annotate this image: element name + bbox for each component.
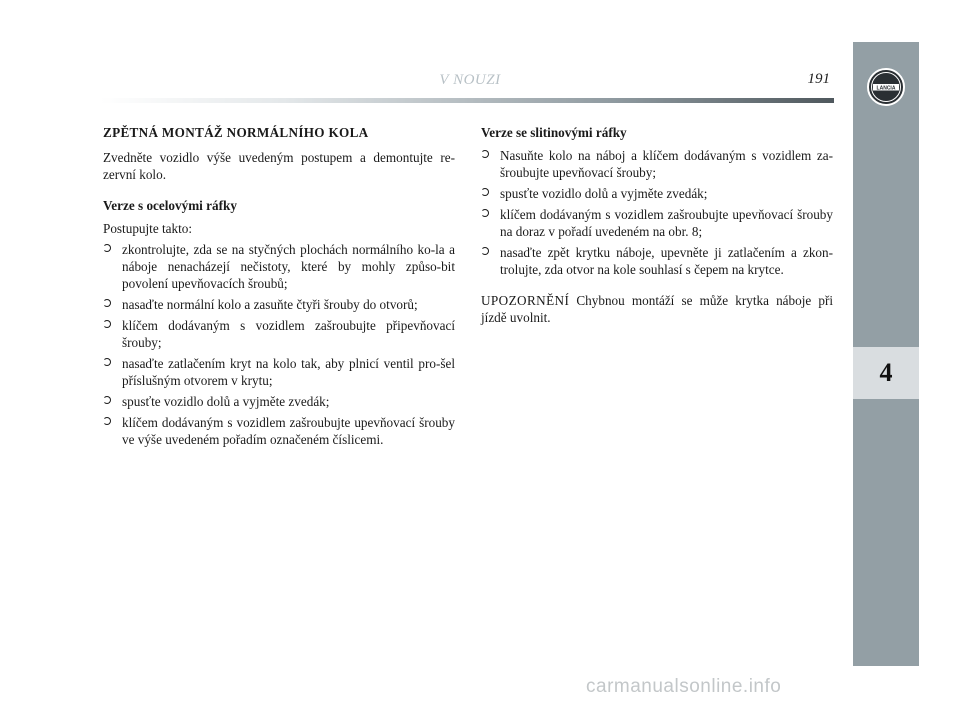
list-item (103, 317, 455, 351)
steel-rims-subheading: Verze s ocelovými ráfky (103, 198, 237, 213)
procedure-lead: Postupujte takto: (103, 221, 193, 236)
watermark: carmanualsonline.info (586, 676, 782, 697)
bullet-icon (103, 417, 111, 425)
bullet-icon (103, 244, 111, 252)
list-item-text: zkontrolujte, zda se na styčných plochách normálního ko-la a náboje nenacházejí nečistoty, které by mohly způso-bit povolení upevňovacích šroubů; (122, 242, 455, 291)
alloy-rims-steps (481, 147, 833, 278)
list-item (103, 296, 455, 313)
list-item (481, 147, 833, 181)
lancia-logo-icon (866, 67, 906, 107)
list-item (103, 393, 455, 410)
warning-text: Chybnou montáží se může krytka náboje při jízdě uvolnit. (481, 293, 833, 325)
left-column (103, 124, 455, 452)
right-column (481, 124, 833, 326)
list-item-text: klíčem dodávaným s vozidlem zašroubujte upevňovací šrouby na doraz v pořadí uvedeném na obr. 8; (500, 207, 833, 239)
list-item-text: nasaďte normální kolo a zasuňte čtyři šrouby do otvorů; (122, 297, 418, 312)
chapter-number: 4 (879, 358, 893, 387)
logo-text: LANCIA (876, 85, 896, 92)
page-header-title: V NOUZI (439, 72, 501, 88)
list-item (481, 185, 833, 202)
list-item (103, 355, 455, 389)
chapter-number-tab[interactable] (853, 347, 919, 399)
list-item-text: spusťte vozidlo dolů a vyjměte zvedák; (122, 394, 330, 409)
list-item-text: spusťte vozidlo dolů a vyjměte zvedák; (500, 186, 708, 201)
steel-rims-steps (103, 241, 455, 448)
list-item-text: nasaďte zpět krytku náboje, upevněte ji zatlačením a zkon-trolujte, zda otvor na kole souhlasí s čepem na krytce. (500, 245, 833, 277)
bullet-icon (103, 320, 111, 328)
intro-paragraph: Zvedněte vozidlo výše uvedeným postupem a demontujte re-zervní kolo. (103, 150, 455, 182)
bullet-icon (481, 209, 489, 217)
list-item-text: nasaďte zatlačením kryt na kolo tak, aby plnicí ventil pro-šel příslušným otvorem v krytu; (122, 356, 455, 388)
list-item-text: klíčem dodávaným s vozidlem zašroubujte připevňovací šrouby; (122, 318, 455, 350)
bullet-icon (103, 299, 111, 307)
alloy-rims-subheading: Verze se slitinovými ráfky (481, 125, 627, 140)
list-item (481, 244, 833, 278)
page-number: 191 (807, 71, 830, 87)
bullet-icon (103, 358, 111, 366)
bullet-icon (481, 247, 489, 255)
list-item-text: klíčem dodávaným s vozidlem zašroubujte upevňovací šrouby ve výše uvedeném pořadím označeném číslicemi. (122, 415, 455, 447)
list-item-text: Nasuňte kolo na náboj a klíčem dodávaným s vozidlem za-šroubujte upevňovací šrouby; (500, 148, 833, 180)
list-item (103, 241, 455, 292)
bullet-icon (481, 150, 489, 158)
warning-note (481, 292, 833, 326)
chapter-sidebar (853, 42, 919, 666)
section-heading: ZPĚTNÁ MONTÁŽ NORMÁLNÍHO KOLA (103, 125, 369, 140)
list-item (103, 414, 455, 448)
bullet-icon (103, 396, 111, 404)
header-divider (100, 98, 834, 103)
warning-label: UPOZORNĚNÍ (481, 293, 570, 308)
list-item (481, 206, 833, 240)
bullet-icon (481, 188, 489, 196)
